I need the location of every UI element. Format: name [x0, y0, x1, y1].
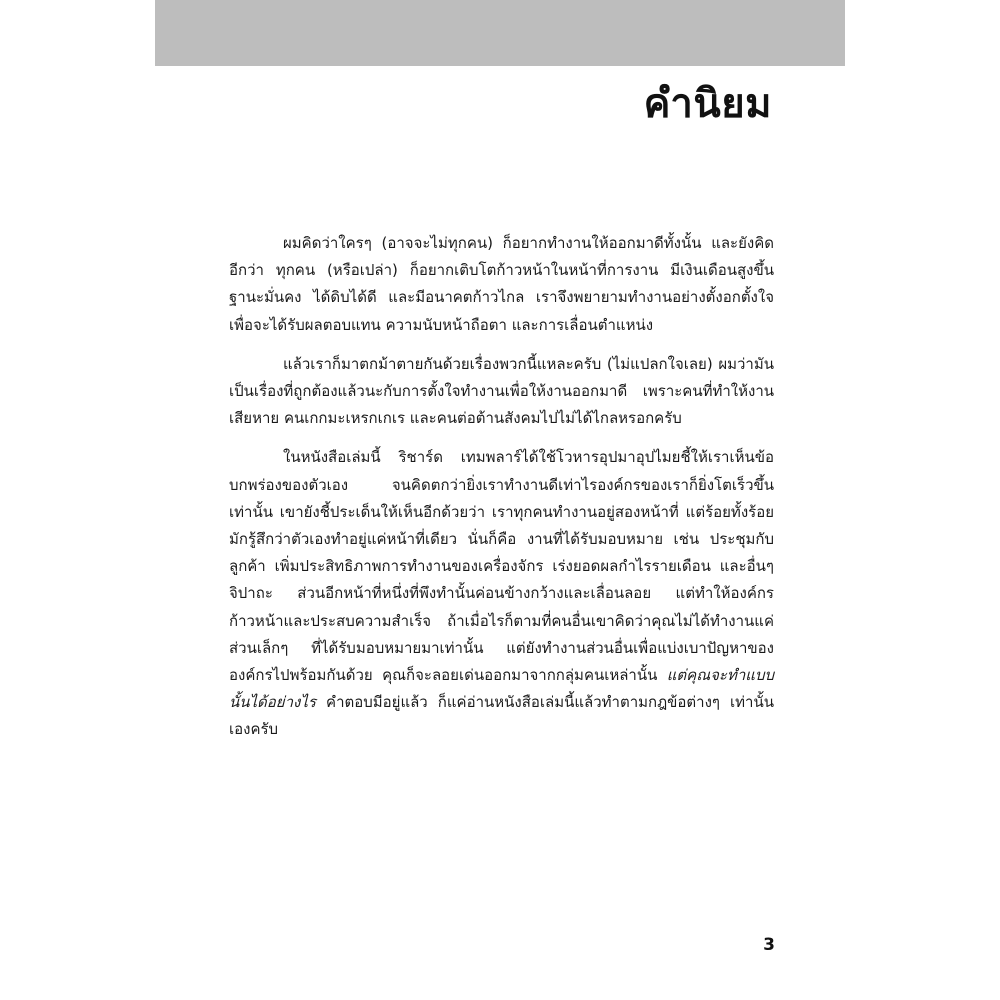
- body-text: [229, 230, 774, 756]
- paragraph-3-italic-question: แต่คุณจะทำแบบนั้นได้อย่างไร: [229, 666, 774, 712]
- header-band: [155, 0, 845, 66]
- paragraph-1: ผมคิดว่าใครๆ (อาจจะไม่ทุกคน) ก็อยากทำงานให้ออกมาดีทั้งนั้น และยังคิดอีกว่า ทุกคน (หรือเปล่า) ก็อยากเติบโตก้าวหน้าในหน้าที่การงาน มีเงินเดือนสูงขึ้น ฐานะมั่นคง ได้ดิบได้ดี และมีอนาคตก้าวไกล เราจึงพยายามทำงานอย่างตั้งอกตั้งใจเพื่อจะได้รับผลตอบแทน ความนับหน้าถือตา และการเลื่อนตำแหน่ง: [229, 234, 774, 334]
- paragraph-2: แล้วเราก็มาตกม้าตายกันด้วยเรื่องพวกนี้แหละครับ (ไม่แปลกใจเลย) ผมว่ามันเป็นเรื่องที่ถูกต้องแล้วนะกับการตั้งใจทำงานเพื่อให้งานออกมาดี เพราะคนที่ทำให้งานเสียหาย คนเกกมะเหรกเกเร และคนต่อต้านสังคมไปไม่ได้ไกลหรอกครับ: [229, 354, 774, 428]
- paragraph-3: [229, 444, 774, 743]
- paragraph-3-text-before: ในหนังสือเล่มนี้ ริชาร์ด เทมพลาร์ได้ใช้โวหารอุปมาอุปไมยชี้ให้เราเห็นข้อบกพร่องของตัวเอง จนคิดตกว่ายิ่งเราทำงานดีเท่าไรองค์กรของเราก็ยิ่งโตเร็วขึ้นเท่านั้น เขายังชี้ประเด็นให้เห็นอีกด้วยว่า เราทุกคนทำงานอยู่สองหน้าที่ แต่ร้อยทั้งร้อยมักรู้สึกว่าตัวเองทำอยู่แค่หน้าที่เดียว นั่นก็คือ งานที่ได้รับมอบหมาย เช่น ประชุมกับลูกค้า เพิ่มประสิทธิภาพการทำงานของเครื่องจักร เร่งยอดผลกำไรรายเดือน และอื่นๆ จิปาถะ ส่วนอีกหน้าที่หนึ่งที่พึงทำนั้นค่อนข้างกว้างและเลื่อนลอย แต่ทำให้องค์กรก้าวหน้าและประสบความสำเร็จ ถ้าเมื่อไรก็ตามที่คนอื่นเขาคิดว่าคุณไม่ได้ทำงานแค่ส่วนเล็กๆ ที่ได้รับมอบหมายมาเท่านั้น แต่ยังทำงานส่วนอื่นเพื่อแบ่งเบาปัญหาขององค์กรไปพร้อมกันด้วย คุณก็จะลอยเด่นออกมาจากกลุ่มคนเหล่านั้น: [229, 448, 774, 685]
- page-title: คำนิยม: [643, 81, 772, 127]
- page-number: 3: [763, 935, 775, 955]
- paragraph-3-text-after: คำตอบมีอยู่แล้ว ก็แค่อ่านหนังสือเล่มนี้แล้วทำตามกฎข้อต่างๆ เท่านั้นเองครับ: [229, 693, 774, 739]
